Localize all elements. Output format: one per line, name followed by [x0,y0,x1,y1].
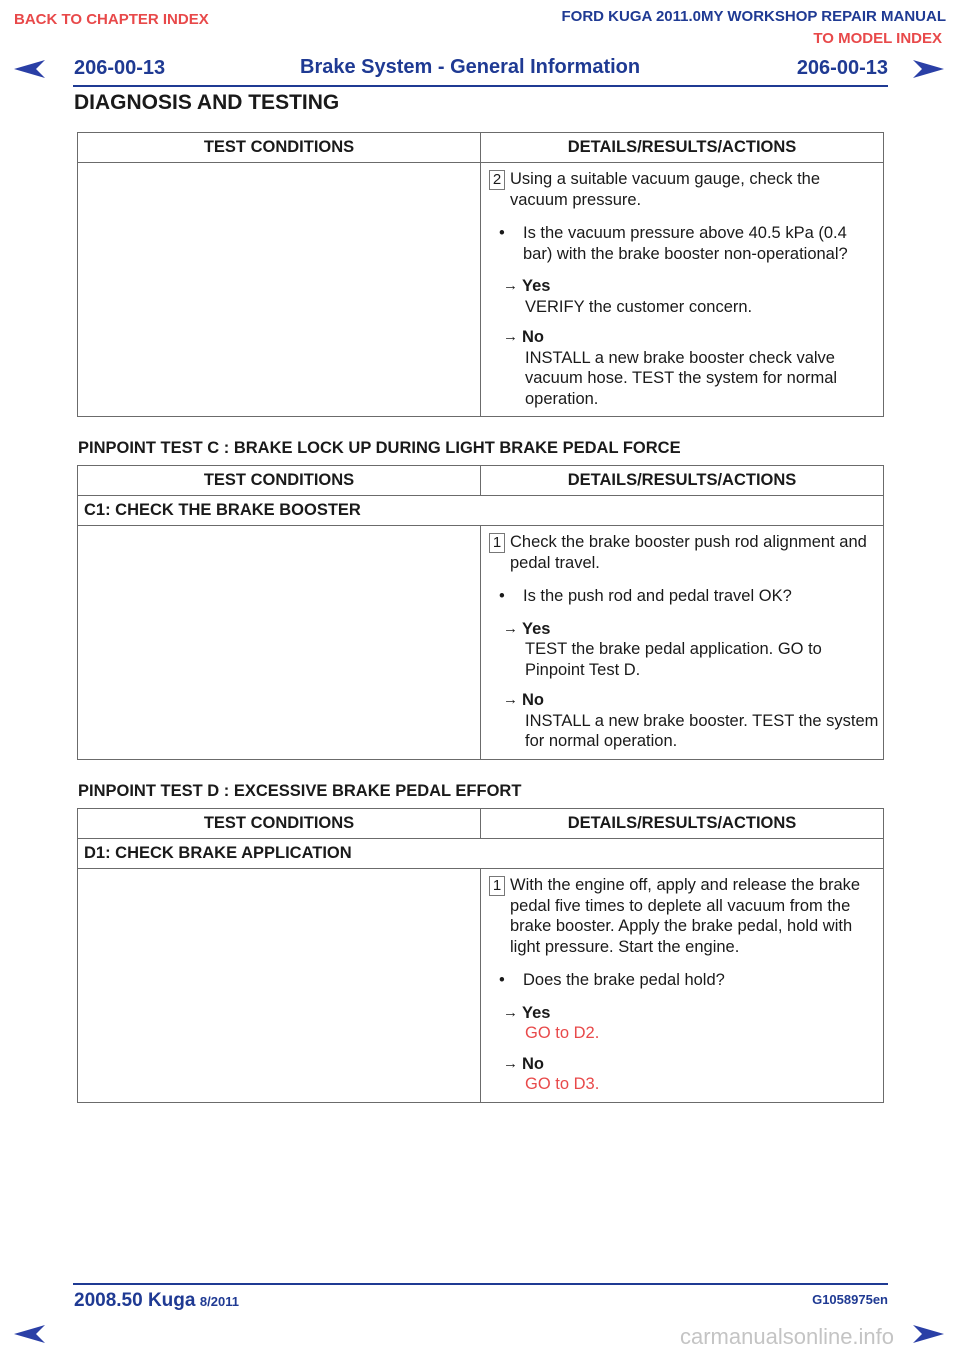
step-2 [489,169,879,210]
test-table-continued [77,132,884,417]
bullet-icon: • [499,971,505,989]
no-label: No [522,1054,544,1073]
goto-d3-link[interactable]: GO to D3. [525,1075,600,1093]
answer-no [503,690,879,752]
test-conditions-header: TEST CONDITIONS [78,466,481,496]
right-arrow-glyph-icon: → [503,277,518,294]
step-1 [489,875,879,957]
step-d1-header: D1: CHECK BRAKE APPLICATION [78,839,884,869]
page-code-right: 206-00-13 [796,57,888,79]
chapter-title: Brake System - General Information [300,56,641,78]
footer-doc-code: G1058975en [812,1292,888,1307]
details-cell [481,163,884,417]
yes-label: Yes [522,1003,551,1022]
details-header: DETAILS/RESULTS/ACTIONS [481,466,884,496]
footer-model: 2008.50 Kuga [74,1290,196,1311]
right-arrow-icon[interactable] [912,58,946,80]
test-conditions-cell [78,163,481,417]
test-conditions-header: TEST CONDITIONS [78,809,481,839]
right-arrow-glyph-icon: → [503,328,518,345]
right-arrow-glyph-icon: → [503,691,518,708]
left-arrow-icon[interactable] [12,1323,46,1345]
details-cell [481,526,884,760]
step-number: 1 [489,876,505,896]
pinpoint-test-d-table [77,808,884,1103]
details-header: DETAILS/RESULTS/ACTIONS [481,809,884,839]
step-number: 1 [489,533,505,553]
section-title: DIAGNOSIS AND TESTING [74,91,340,114]
answer-no [503,327,879,409]
step-c1-header: C1: CHECK THE BRAKE BOOSTER [78,496,884,526]
left-arrow-icon[interactable] [12,58,46,80]
right-arrow-glyph-icon: → [503,619,518,637]
no-text: INSTALL a new brake booster check valve vacuum hose. TEST the system for normal operation. [525,348,838,408]
step-number: 2 [489,170,505,190]
answer-yes [503,1003,879,1044]
answer-yes [503,276,879,317]
pinpoint-test-c-table [77,465,884,760]
question [499,223,879,264]
right-arrow-glyph-icon: → [503,1003,518,1021]
no-label: No [522,691,544,709]
pinpoint-test-d-title: PINPOINT TEST D : EXCESSIVE BRAKE PEDAL EFFORT [78,782,522,800]
test-conditions-cell [78,526,481,760]
footer-rule [73,1283,888,1285]
bullet-icon: • [499,587,505,605]
test-conditions-header: TEST CONDITIONS [78,133,481,163]
yes-text: TEST the brake pedal application. GO to Pinpoint Test D. [525,640,822,679]
yes-text: VERIFY the customer concern. [525,297,753,316]
right-arrow-icon[interactable] [912,1323,946,1345]
footer-date: 8/2011 [199,1294,239,1309]
question [499,970,879,991]
test-conditions-cell [78,869,481,1103]
watermark-text: carmanualsonline.info [680,1324,895,1349]
question-text: Is the push rod and pedal travel OK? [523,587,792,605]
right-arrow-glyph-icon: → [503,1054,518,1072]
page-code-left: 206-00-13 [74,57,166,79]
bullet-icon: • [499,224,505,242]
step-1 [489,532,879,573]
pinpoint-test-c-title: PINPOINT TEST C : BRAKE LOCK UP DURING LIGHT BRAKE PEDAL FORCE [78,439,681,457]
manual-title: FORD KUGA 2011.0MY WORKSHOP REPAIR MANUAL [561,8,946,25]
answer-no [503,1054,879,1095]
header-rule [73,85,888,87]
question-text: Does the brake pedal hold? [523,971,725,989]
to-model-index-link[interactable]: TO MODEL INDEX [813,30,942,47]
yes-label: Yes [522,619,551,638]
back-to-chapter-index-link[interactable]: BACK TO CHAPTER INDEX [14,11,209,28]
question-text: Is the vacuum pressure above 40.5 kPa (0.4 bar) with the brake booster non-operational? [523,224,848,263]
answer-yes [503,619,879,681]
yes-label: Yes [522,277,551,295]
no-text: INSTALL a new brake booster. TEST the system for normal operation. [525,711,879,750]
no-label: No [522,328,544,346]
question [499,586,879,607]
goto-d2-link[interactable]: GO to D2. [525,1024,600,1042]
step-text: Using a suitable vacuum gauge, check the vacuum pressure. [510,170,821,209]
details-cell [481,869,884,1103]
step-text: Check the brake booster push rod alignment and pedal travel. [510,533,867,572]
footer-model-date [74,1290,239,1312]
details-header: DETAILS/RESULTS/ACTIONS [481,133,884,163]
step-text: With the engine off, apply and release the brake pedal five times to deplete all vacuum from the brake booster. Apply the brake pedal, hold with light pressure. Start the engine. [510,876,861,956]
